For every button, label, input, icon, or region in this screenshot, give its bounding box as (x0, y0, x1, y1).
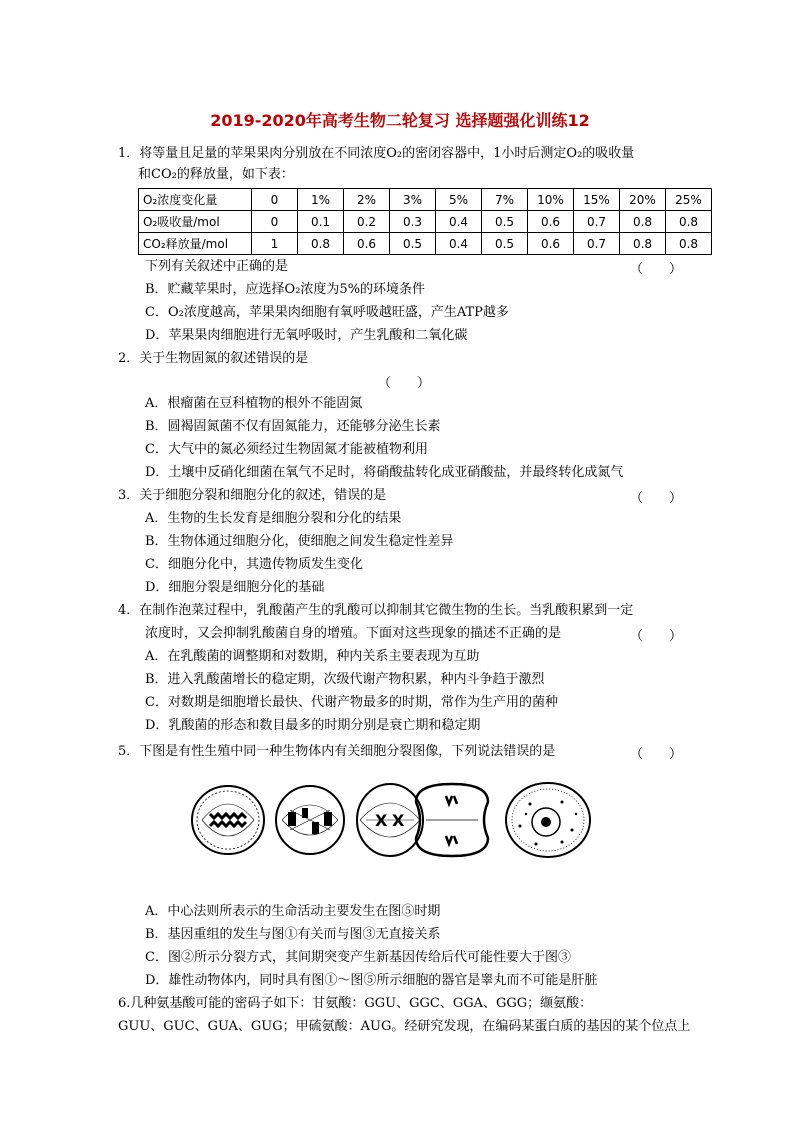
table-cell: 0.8 (666, 233, 712, 255)
table-cell: 0.8 (620, 233, 666, 255)
q3-option-d: D．细胞分裂是细胞分化的基础 (145, 580, 325, 595)
q1-table (138, 188, 712, 255)
q2-option-a: A．根瘤菌在豆科植物的根外不能固氮 (145, 396, 363, 411)
q4-option-b: B．进入乳酸菌增长的稳定期，次级代谢产物积累，种内斗争趋于激烈 (145, 672, 545, 687)
table-cell: 0.6 (528, 211, 574, 233)
q1-line1: 1．将等量且足量的苹果果肉分别放在不同浓度O₂的密闭容器中，1小时后测定O₂的吸收量 (118, 146, 635, 161)
q1-option-b: B．贮藏苹果时，应选择O₂浓度为5%的环境条件 (145, 282, 426, 297)
table-cell: 0.8 (620, 211, 666, 233)
cell-figure-1 (192, 786, 264, 854)
table-row (139, 233, 712, 255)
table-cell: 0.8 (298, 233, 344, 255)
q6-line1: 6.几种氨基酸可能的密码子如下：甘氨酸：GGU、GGC、GGA、GGG；缬氨酸： (118, 996, 593, 1011)
q2-option-d: D．土壤中反硝化细菌在氧气不足时，将硝酸盐转化成亚硝酸盐，并最终转化成氮气 (145, 465, 624, 480)
table-cell: 0.3 (390, 211, 436, 233)
q3-stem: 3．关于细胞分裂和细胞分化的叙述，错误的是 (118, 488, 387, 503)
q5-option-b: B．基因重组的发生与图①有关而与图③无直接关系 (145, 927, 441, 942)
table-row (139, 211, 712, 233)
q4-option-a: A．在乳酸菌的调整期和对数期，种内关系主要表现为互助 (145, 649, 480, 664)
q2-option-c: C．大气中的氮必须经过生物固氮才能被植物利用 (145, 442, 428, 457)
q4-line2: 浓度时，又会抑制乳酸菌自身的增殖。下面对这些现象的描述不正确的是 (145, 626, 562, 641)
table-cell: 0.6 (344, 233, 390, 255)
table-cell: 0.6 (528, 233, 574, 255)
q3-option-a: A．生物的生长发育是细胞分裂和分化的结果 (145, 511, 402, 526)
answer-blank: （ ） (630, 262, 683, 277)
table-cell: 0.7 (574, 233, 620, 255)
q1-stem: 下列有关叙述中正确的是 (145, 259, 289, 274)
q2-option-b: B．圆褐固氮菌不仅有固氮能力，还能够分泌生长素 (145, 419, 441, 434)
table-cell: 25% (666, 189, 712, 211)
table-cell: 0.8 (666, 211, 712, 233)
page-title: 2019-2020年高考生物二轮复习 选择题强化训练12 (210, 111, 590, 130)
table-row-label: O₂浓度变化量 (139, 189, 252, 211)
cell-figure-4 (416, 784, 488, 856)
cell-division-figures (190, 780, 610, 860)
cell-figure-5 (506, 783, 590, 857)
q1-option-d: D．苹果果肉细胞进行无氧呼吸时，产生乳酸和二氧化碳 (145, 328, 468, 343)
q4-option-d: D．乳酸菌的形态和数目最多的时期分别是衰亡期和稳定期 (145, 718, 481, 733)
table-cell: 0.5 (390, 233, 436, 255)
table-cell: 0 (252, 189, 298, 211)
q5-stem: 5．下图是有性生殖中同一种生物体内有关细胞分裂图像，下列说法错误的是 (118, 744, 556, 759)
table-cell: 2% (344, 189, 390, 211)
table-cell: 1% (298, 189, 344, 211)
q6-line2: GUU、GUC、GUA、GUG；甲硫氨酸：AUG。经研究发现，在编码某蛋白质的基因的某个位点上 (118, 1019, 691, 1034)
q5-option-c: C．图②所示分裂方式，其间期突变产生新基因传给后代可能性要大于图③ (145, 950, 571, 965)
table-cell: 10% (528, 189, 574, 211)
answer-blank: （ ） (630, 747, 683, 762)
table-cell: 0.7 (574, 211, 620, 233)
table-cell: 0.5 (482, 233, 528, 255)
answer-blank: （ ） (630, 629, 683, 644)
table-cell: 1 (252, 233, 298, 255)
q4-option-c: C．对数期是细胞增长最快、代谢产物最多的时期，常作为生产用的菌种 (145, 695, 558, 710)
q5-option-d: D．雄性动物体内，同时具有图①～图⑤所示细胞的器官是睾丸而不可能是肝脏 (145, 973, 598, 988)
table-cell: 15% (574, 189, 620, 211)
table-cell: 3% (390, 189, 436, 211)
svg-text:X: X (375, 811, 388, 830)
table-cell: 0 (252, 211, 298, 233)
cell-figure-3 (357, 784, 423, 856)
table-cell: 0.4 (436, 233, 482, 255)
q4-line1: 4．在制作泡菜过程中，乳酸菌产生的乳酸可以抑制其它微生物的生长。当乳酸积累到一定 (118, 603, 634, 618)
svg-text:X: X (392, 811, 405, 830)
q3-option-b: B．生物体通过细胞分化，使细胞之间发生稳定性差异 (145, 534, 454, 549)
table-cell: 5% (436, 189, 482, 211)
table-row (139, 189, 712, 211)
answer-blank: （ ） (378, 376, 431, 391)
q2-stem: 2．关于生物固氮的叙述错误的是 (118, 351, 309, 366)
q1-option-c: C．O₂浓度越高，苹果果肉细胞有氧呼吸越旺盛，产生ATP越多 (145, 305, 509, 320)
table-cell: 0.1 (298, 211, 344, 233)
q5-option-a: A．中心法则所表示的生命活动主要发生在图⑤时期 (145, 904, 441, 919)
cell-figure-2 (276, 786, 344, 854)
table-cell: 7% (482, 189, 528, 211)
q3-option-c: C．细胞分化中，其遗传物质发生变化 (145, 557, 363, 572)
table-row-label: CO₂释放量/mol (139, 233, 252, 255)
table-cell: 0.5 (482, 211, 528, 233)
table-cell: 0.2 (344, 211, 390, 233)
q1-line2: 和CO₂的释放量，如下表： (138, 167, 294, 182)
answer-blank: （ ） (630, 491, 683, 506)
table-cell: 20% (620, 189, 666, 211)
table-cell: 0.4 (436, 211, 482, 233)
table-row-label: O₂吸收量/mol (139, 211, 252, 233)
